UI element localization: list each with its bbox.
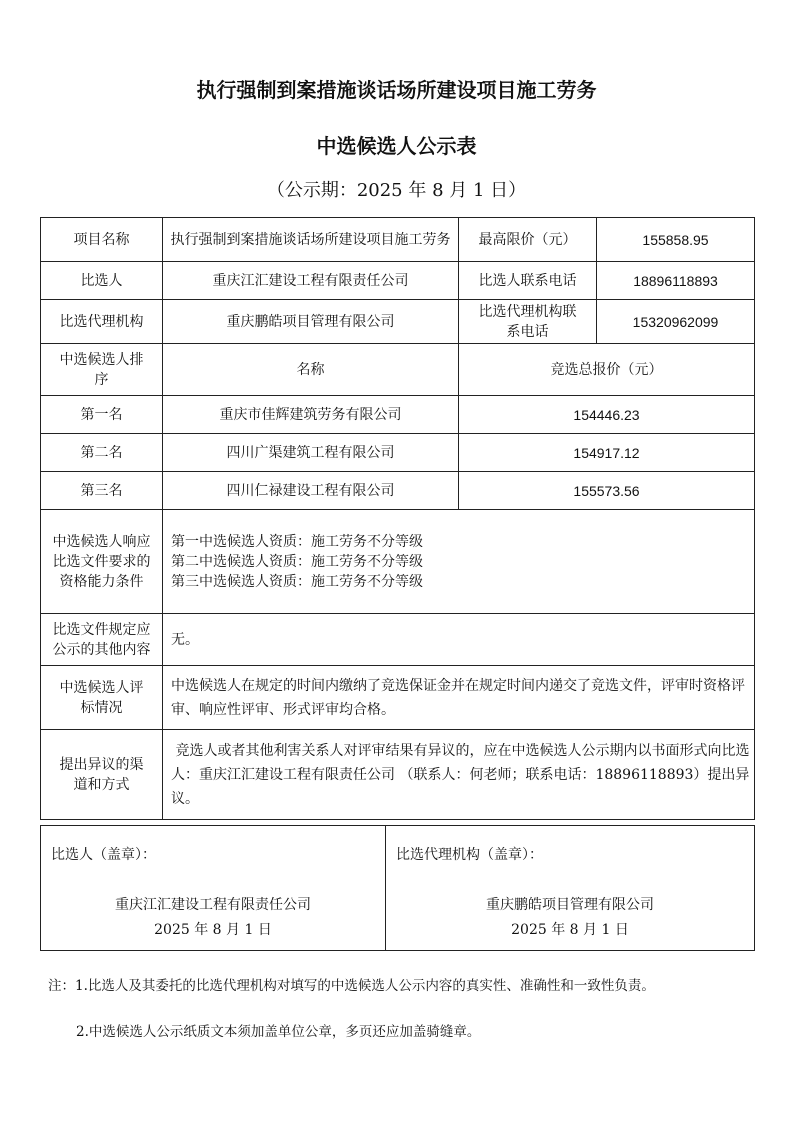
- buyer-seal-label: 比选人（盖章）：: [51, 847, 156, 863]
- candidate-price: 154917.12: [459, 434, 755, 472]
- agent-date: 2025 年 8 月 1 日: [511, 922, 629, 938]
- qualification-label: 中选候选人响应比选文件要求的资格能力条件: [41, 510, 163, 614]
- agent-label: 比选代理机构: [41, 300, 163, 344]
- agent-signature-cell: [386, 826, 755, 951]
- candidate-name: 四川仁禄建设工程有限公司: [163, 472, 459, 510]
- announcement-table: [40, 217, 755, 820]
- buyer-date: 2025 年 8 月 1 日: [154, 922, 272, 938]
- agent-value: 重庆鹏皓项目管理有限公司: [163, 300, 459, 344]
- ranking-header-row: [41, 344, 755, 396]
- buyer-value: 重庆江汇建设工程有限责任公司: [163, 262, 459, 300]
- buyer-company: 重庆江汇建设工程有限责任公司: [115, 897, 311, 913]
- publicity-period: （公示期：2025 年 8 月 1 日）: [266, 180, 527, 201]
- other-content-value: 无。: [163, 614, 755, 666]
- name-header: 名称: [163, 344, 459, 396]
- evaluation-text: 中选候选人在规定的时间内缴纳了竞选保证金并在规定时间内递交了竞选文件，评审时资格评审、响应性评审、形式评审均合格。: [163, 666, 755, 730]
- rank-cell: 第二名: [41, 434, 163, 472]
- qualification-line: 第三中选候选人资质：施工劳务不分等级: [171, 573, 423, 590]
- ranking-row: [41, 396, 755, 434]
- objection-text: 竞选人或者其他利害关系人对评审结果有异议的，应在中选候选人公示期内以书面形式向比选人：重庆江汇建设工程有限责任公司 （联系人：何老师；联系电话：18896118893）提出异议。: [163, 730, 755, 820]
- buyer-phone-value: 18896118893: [597, 262, 755, 300]
- max-price-value: 155858.95: [597, 218, 755, 262]
- buyer-row: [41, 262, 755, 300]
- ranking-row: [41, 472, 755, 510]
- signature-table: [40, 825, 755, 951]
- note-1: 注：1.比选人及其委托的比选代理机构对填写的中选候选人公示内容的真实性、准确性和一致性负责。: [48, 978, 655, 994]
- qualification-row: [41, 510, 755, 614]
- rank-cell: 第三名: [41, 472, 163, 510]
- price-header: 竞选总报价（元）: [459, 344, 755, 396]
- other-content-label: 比选文件规定应公示的其他内容: [41, 614, 163, 666]
- rank-cell: 第一名: [41, 396, 163, 434]
- agent-phone-label: 比选代理机构联系电话: [459, 300, 597, 344]
- rank-header: 中选候选人排序: [41, 344, 163, 396]
- evaluation-row: [41, 666, 755, 730]
- max-price-label: 最高限价（元）: [459, 218, 597, 262]
- project-row: [41, 218, 755, 262]
- candidate-price: 155573.56: [459, 472, 755, 510]
- buyer-signature-cell: [41, 826, 386, 951]
- objection-row: [41, 730, 755, 820]
- other-content-row: [41, 614, 755, 666]
- agent-company: 重庆鹏皓项目管理有限公司: [486, 897, 654, 913]
- document-title: 执行强制到案措施谈话场所建设项目施工劳务: [196, 78, 597, 102]
- candidate-name: 重庆市佳辉建筑劳务有限公司: [163, 396, 459, 434]
- buyer-label: 比选人: [41, 262, 163, 300]
- candidate-price: 154446.23: [459, 396, 755, 434]
- agent-row: [41, 300, 755, 344]
- ranking-row: [41, 434, 755, 472]
- evaluation-label: 中选候选人评标情况: [41, 666, 163, 730]
- candidate-name: 四川广渠建筑工程有限公司: [163, 434, 459, 472]
- objection-label: 提出异议的渠道和方式: [41, 730, 163, 820]
- agent-phone-value: 15320962099: [597, 300, 755, 344]
- qualification-line: 第二中选候选人资质：施工劳务不分等级: [171, 553, 423, 570]
- project-name-label: 项目名称: [41, 218, 163, 262]
- note-2: 2.中选候选人公示纸质文本须加盖单位公章，多页还应加盖骑缝章。: [76, 1024, 481, 1040]
- document-subtitle: 中选候选人公示表: [316, 134, 477, 158]
- buyer-phone-label: 比选人联系电话: [459, 262, 597, 300]
- qualification-line: 第一中选候选人资质：施工劳务不分等级: [171, 533, 423, 550]
- qualification-content: [163, 510, 755, 614]
- project-name-value: 执行强制到案措施谈话场所建设项目施工劳务: [163, 218, 459, 262]
- agent-seal-label: 比选代理机构（盖章）：: [396, 847, 543, 863]
